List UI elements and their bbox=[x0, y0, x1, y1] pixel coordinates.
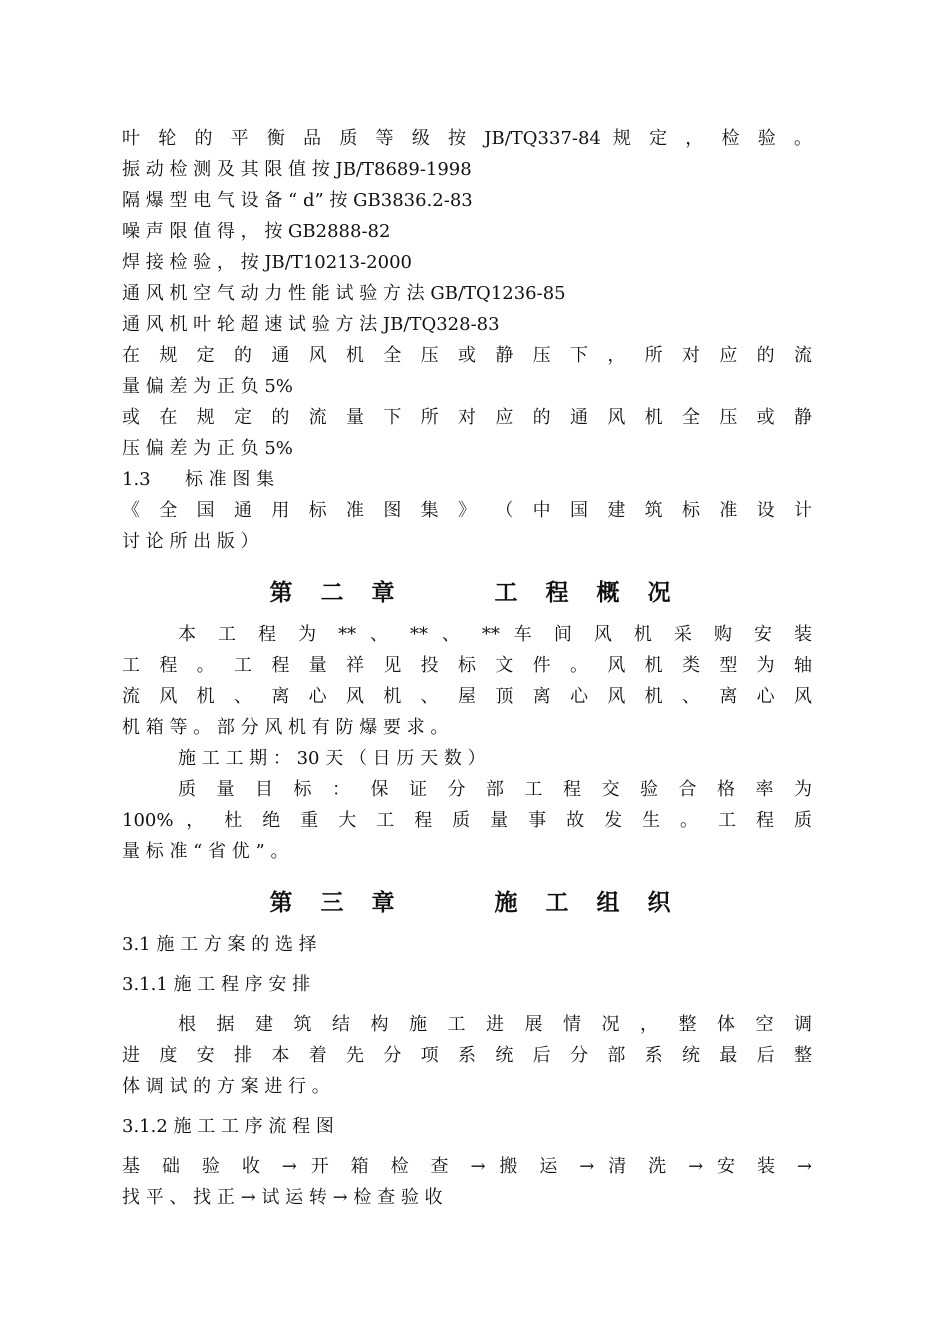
standard-line-9: 量 偏 差 为 正 负 5% bbox=[122, 376, 293, 397]
section-1-3-line-2: 讨 论 所 出 版 ） bbox=[122, 531, 259, 552]
standard-line-2: 振 动 检 测 及 其 限 值 按 JB/T8689-1998 bbox=[122, 159, 472, 180]
standard-line-3: 隔 爆 型 电 气 设 备 “ d” 按 GB3836.2-83 bbox=[122, 190, 473, 211]
standard-line-5: 焊 接 检 验 ， 按 JB/T10213-2000 bbox=[122, 252, 412, 273]
process-flow-line-1: 基 础 验 收 → 开 箱 检 查 → 搬 运 → 清 洗 → 安 装 → bbox=[122, 1156, 812, 1177]
section-3-1-1-line-3: 体 调 试 的 方 案 进 行 。 bbox=[122, 1076, 330, 1097]
section-1-3-title: 1.3 标 准 图 集 bbox=[122, 469, 275, 490]
quality-target-line-3: 量 标 准 “ 省 优 ” 。 bbox=[122, 841, 289, 862]
chapter-2-paragraph-line-2: 工 程 。 工 程 量 祥 见 投 标 文 件 。 风 机 类 型 为 轴 bbox=[122, 655, 812, 676]
section-3-1-2-title: 3.1.2 施 工 工 序 流 程 图 bbox=[122, 1116, 334, 1137]
section-3-1-1-title: 3.1.1 施 工 程 序 安 排 bbox=[122, 974, 311, 995]
standard-line-6: 通 风 机 空 气 动 力 性 能 试 验 方 法 GB/TQ1236-85 bbox=[122, 283, 566, 304]
standard-line-10: 或 在 规 定 的 流 量 下 所 对 应 的 通 风 机 全 压 或 静 bbox=[122, 407, 812, 428]
chapter-2-paragraph-line-1: 本 工 程 为 ** 、 ** 、 ** 车 间 风 机 采 购 安 装 bbox=[178, 624, 812, 645]
standard-line-11: 压 偏 差 为 正 负 5% bbox=[122, 438, 293, 459]
standard-line-4: 噪 声 限 值 得 ， 按 GB2888-82 bbox=[122, 221, 391, 242]
quality-target-line-1: 质 量 目 标 ： 保 证 分 部 工 程 交 验 合 格 率 为 bbox=[178, 779, 812, 800]
chapter-2-paragraph-line-3: 流 风 机 、 离 心 风 机 、 屋 顶 离 心 风 机 、 离 心 风 bbox=[122, 686, 812, 707]
standard-line-8: 在 规 定 的 通 风 机 全 压 或 静 压 下 ， 所 对 应 的 流 bbox=[122, 345, 812, 366]
standard-line-1: 叶 轮 的 平 衡 品 质 等 级 按 JB/TQ337-84 规 定 ， 检 验 。 bbox=[122, 128, 812, 149]
standard-line-7: 通 风 机 叶 轮 超 速 试 验 方 法 JB/TQ328-83 bbox=[122, 314, 500, 335]
chapter-2-paragraph-line-4: 机 箱 等 。 部 分 风 机 有 防 爆 要 求 。 bbox=[122, 717, 449, 738]
process-flow-line-2: 找 平 、 找 正 → 试 运 转 → 检 查 验 收 bbox=[122, 1187, 443, 1208]
quality-target-line-2: 100% ， 杜 绝 重 大 工 程 质 量 事 故 发 生 。 工 程 质 bbox=[122, 810, 812, 831]
section-3-1-title: 3.1 施 工 方 案 的 选 择 bbox=[122, 934, 317, 955]
chapter-2-heading: 第 二 章 工 程 概 况 bbox=[269, 580, 681, 606]
section-1-3-line-1: 《 全 国 通 用 标 准 图 集 》 （ 中 国 建 筑 标 准 设 计 bbox=[122, 500, 812, 521]
section-3-1-1-line-1: 根 据 建 筑 结 构 施 工 进 展 情 况 ， 整 体 空 调 bbox=[178, 1014, 812, 1035]
construction-period: 施 工 工 期 ： 30 天 （ 日 历 天 数 ） bbox=[178, 748, 486, 769]
chapter-3-heading: 第 三 章 施 工 组 织 bbox=[269, 890, 681, 916]
section-3-1-1-line-2: 进 度 安 排 本 着 先 分 项 系 统 后 分 部 系 统 最 后 整 bbox=[122, 1045, 812, 1066]
